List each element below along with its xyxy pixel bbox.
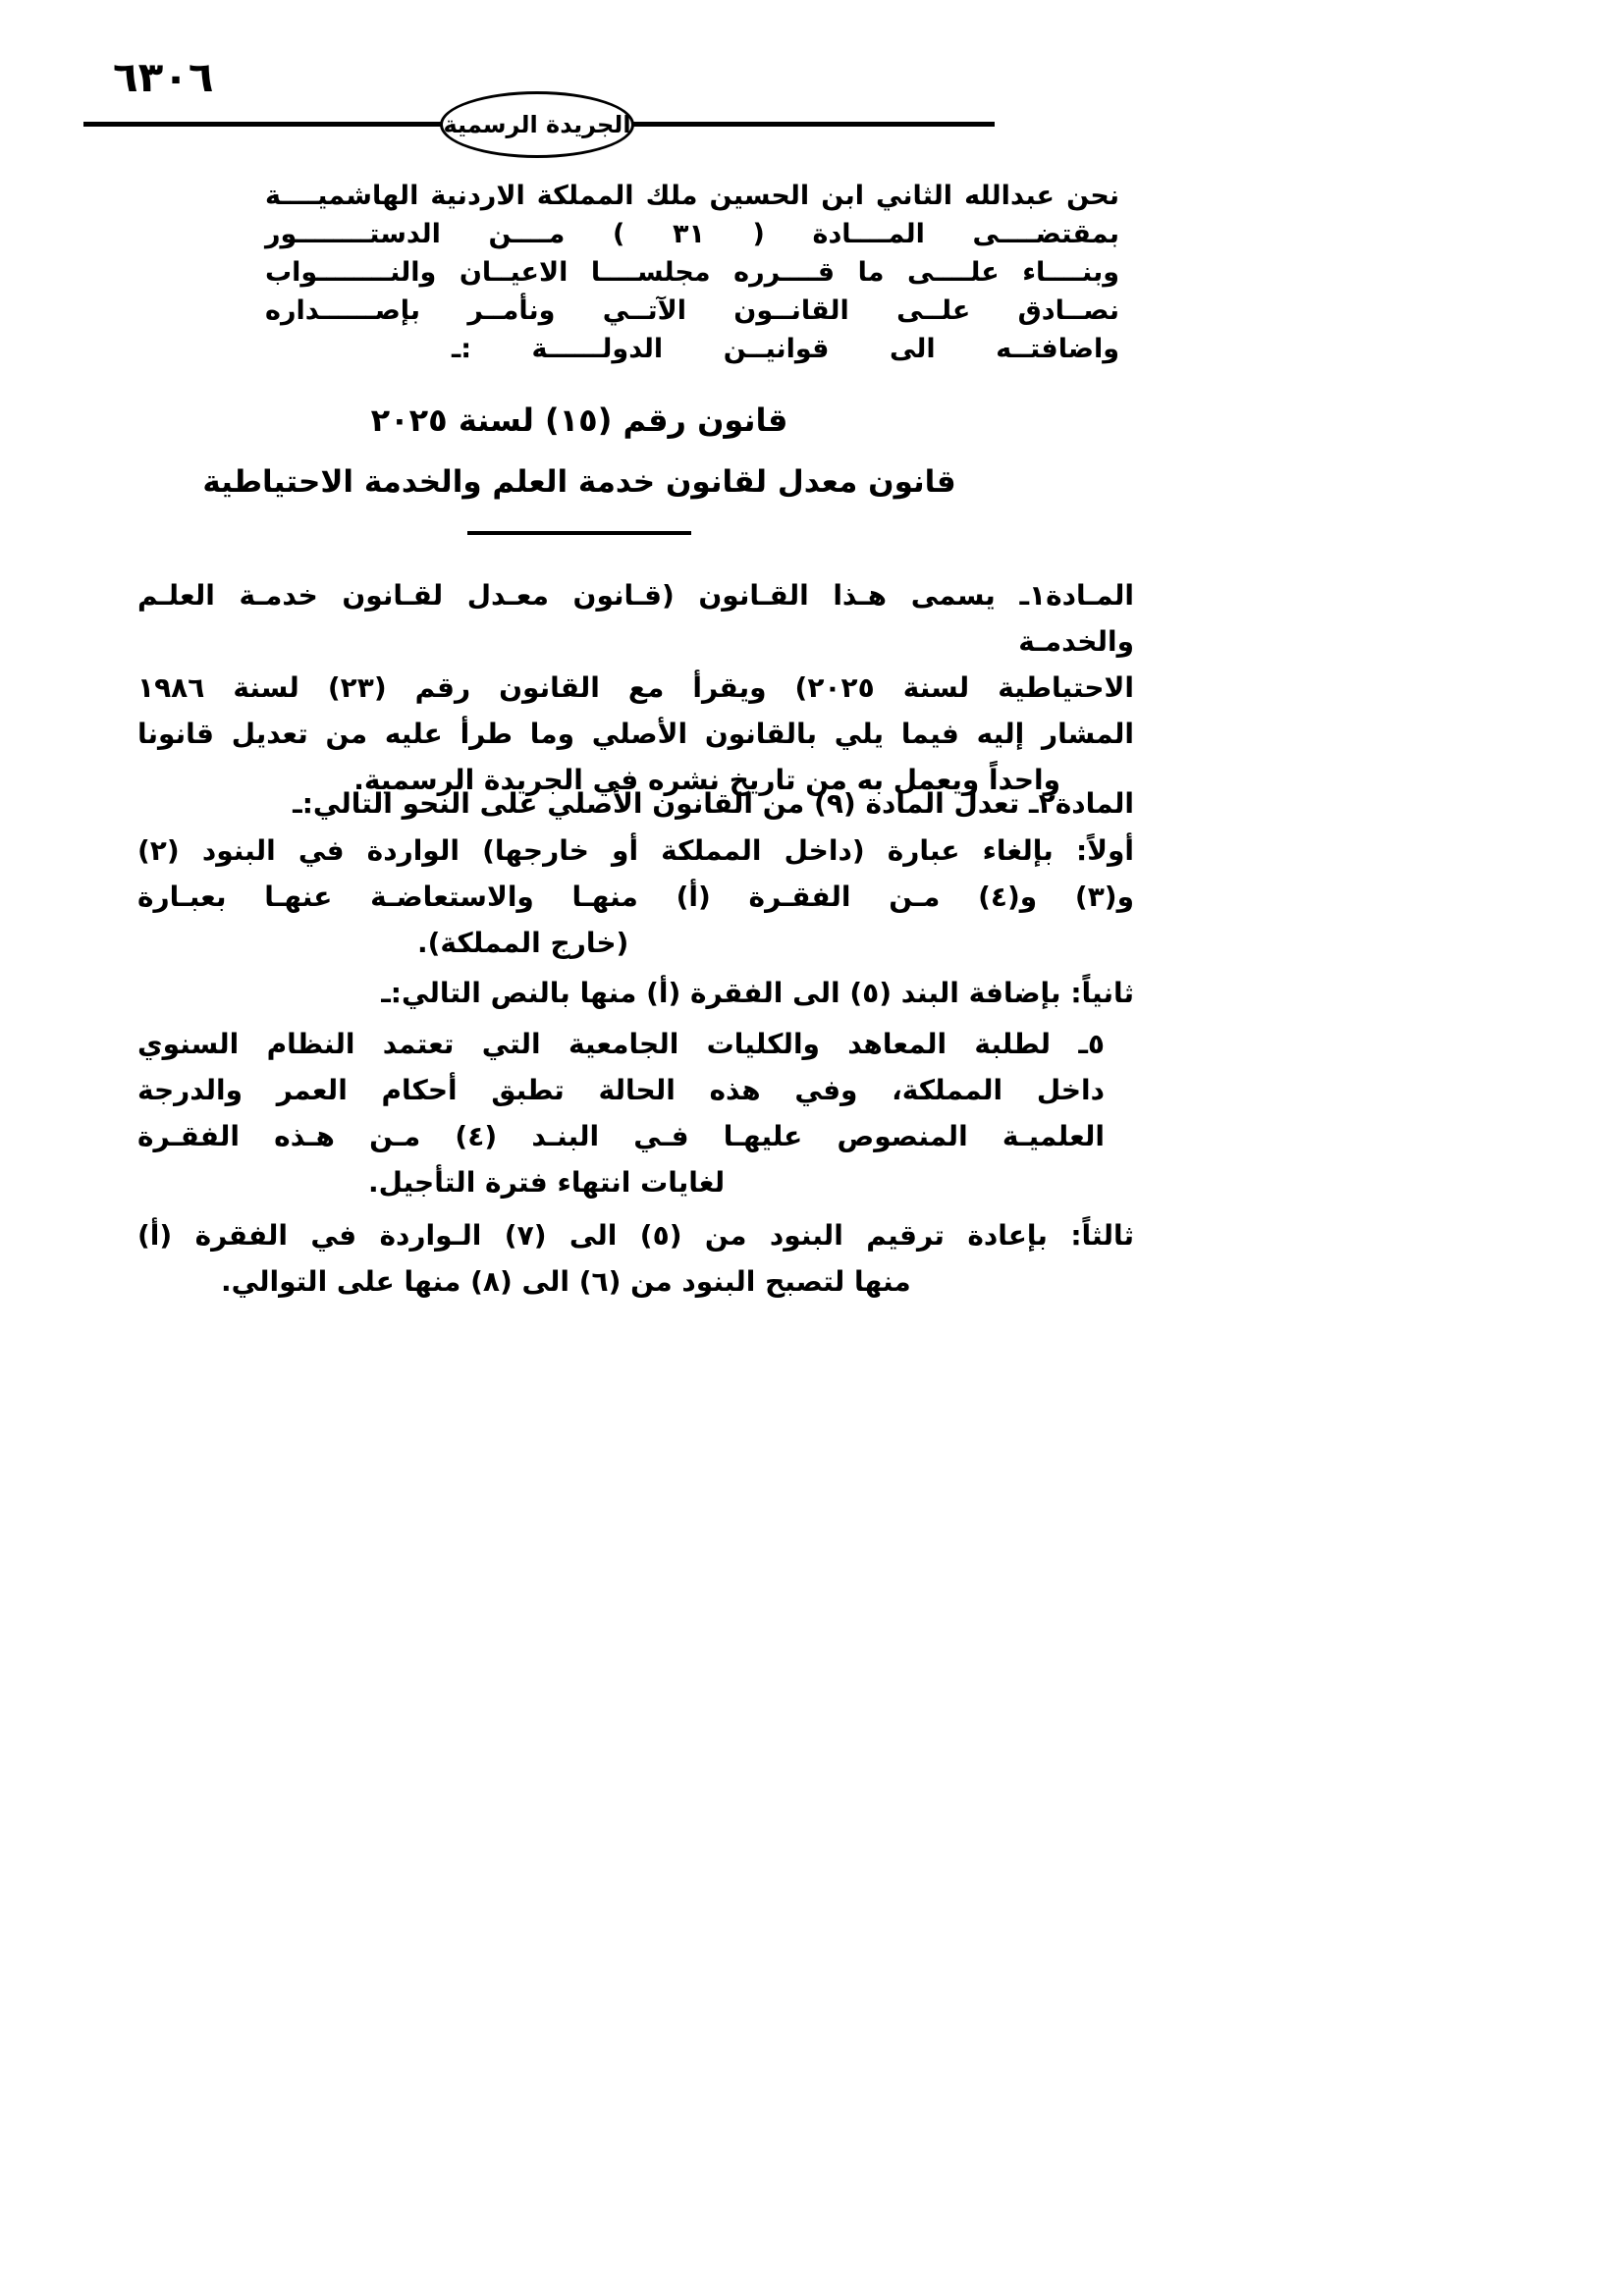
clause-third-paragraph (137, 1212, 1134, 1305)
text-line: العلميـة المنصوص عليهـا فـي البنـد (٤) مـن هـذه الفقـرة (137, 1120, 1105, 1152)
text-line: وبنــــاء علــــى ما قــــرره مجلســــا الاعيــان والنــــــــواب (265, 257, 1119, 288)
law-title-block (83, 398, 1134, 535)
text-line: منها لتصبح البنود من (٦) الى (٨) منها على التوالي. (221, 1265, 911, 1298)
text-line: ثالثاً: بإعادة ترقيم البنود من (٥) الى (٧) الـواردة في الفقرة (أ) (137, 1219, 1134, 1252)
text-line: الاحتياطية لسنة ٢٠٢٥) ويقرأ مع القانون رقم (٢٣) لسنة ١٩٨٦ (137, 671, 1134, 704)
text-line: أولاً: بإلغاء عبارة (داخل المملكة أو خارجها) الواردة في البنود (٢) (137, 834, 1134, 867)
page-number: ٦٣٠٦ (113, 53, 214, 101)
page-content (83, 0, 1134, 2296)
text-line: واحداً ويعمل به من تاريخ نشره في الجريدة الرسمية. (353, 764, 1060, 796)
text-line: لغايات انتهاء فترة التأجيل. (368, 1166, 726, 1199)
text-line: بمقتضــــى المــــادة ( ٣١ ) مــــن الدستــــــــور (265, 219, 1119, 249)
item-5-paragraph (137, 1021, 1105, 1205)
clause-second-paragraph (137, 970, 1134, 1016)
law-name-title: قانون معدل لقانون خدمة العلم والخدمة الاحتياطية (202, 464, 956, 500)
text-line: داخل المملكة، وفي هذه الحالة تطبق أحكام العمر والدرجة (137, 1074, 1105, 1106)
article-1-paragraph (137, 572, 1134, 803)
royal-preamble (265, 177, 1119, 368)
text-line: و(٣) و(٤) مـن الفقـرة (أ) منهـا والاستعاضـة عنهـا بعبـارة (137, 881, 1134, 913)
text-line: المـادة١ـ يسمى هـذا القـانون (قـانون معـدل لقـانون خدمـة العلـم والخدمـة (137, 579, 1134, 658)
text-line: ثانياً: بإضافة البند (٥) الى الفقرة (أ) منها بالنص التالي:ـ (381, 977, 1134, 1009)
text-line: نصــادق علــى القانــون الآتــي ونأمــر بإصــــــداره (265, 295, 1119, 326)
clause-first-paragraph (137, 828, 1134, 966)
article-2-heading (137, 780, 1134, 827)
title-divider (467, 531, 691, 535)
text-line: المشار إليه فيما يلي بالقانون الأصلي وما طرأ عليه من تعديل قانونا (137, 718, 1134, 750)
gazette-banner-label: الجريدة الرسمية (443, 111, 631, 138)
text-line: واضافتــه الى قوانيــن الدولــــــة :ـ (452, 334, 1119, 364)
text-line: المادة٢ـ تعدل المادة (٩) من القانون الأصلي على النحو التالي:ـ (293, 787, 1134, 820)
law-number-title: قانون رقم (١٥) لسنة ٢٠٢٥ (370, 401, 788, 439)
text-line: ٥ـ لطلبة المعاهد والكليات الجامعية التي تعتمد النظام السنوي (137, 1028, 1105, 1060)
text-line: نحن عبدالله الثاني ابن الحسين ملك المملكة الاردنية الهاشميــــة (265, 181, 1119, 211)
text-line: (خارج المملكة). (417, 927, 629, 959)
gazette-banner-oval (440, 91, 634, 158)
